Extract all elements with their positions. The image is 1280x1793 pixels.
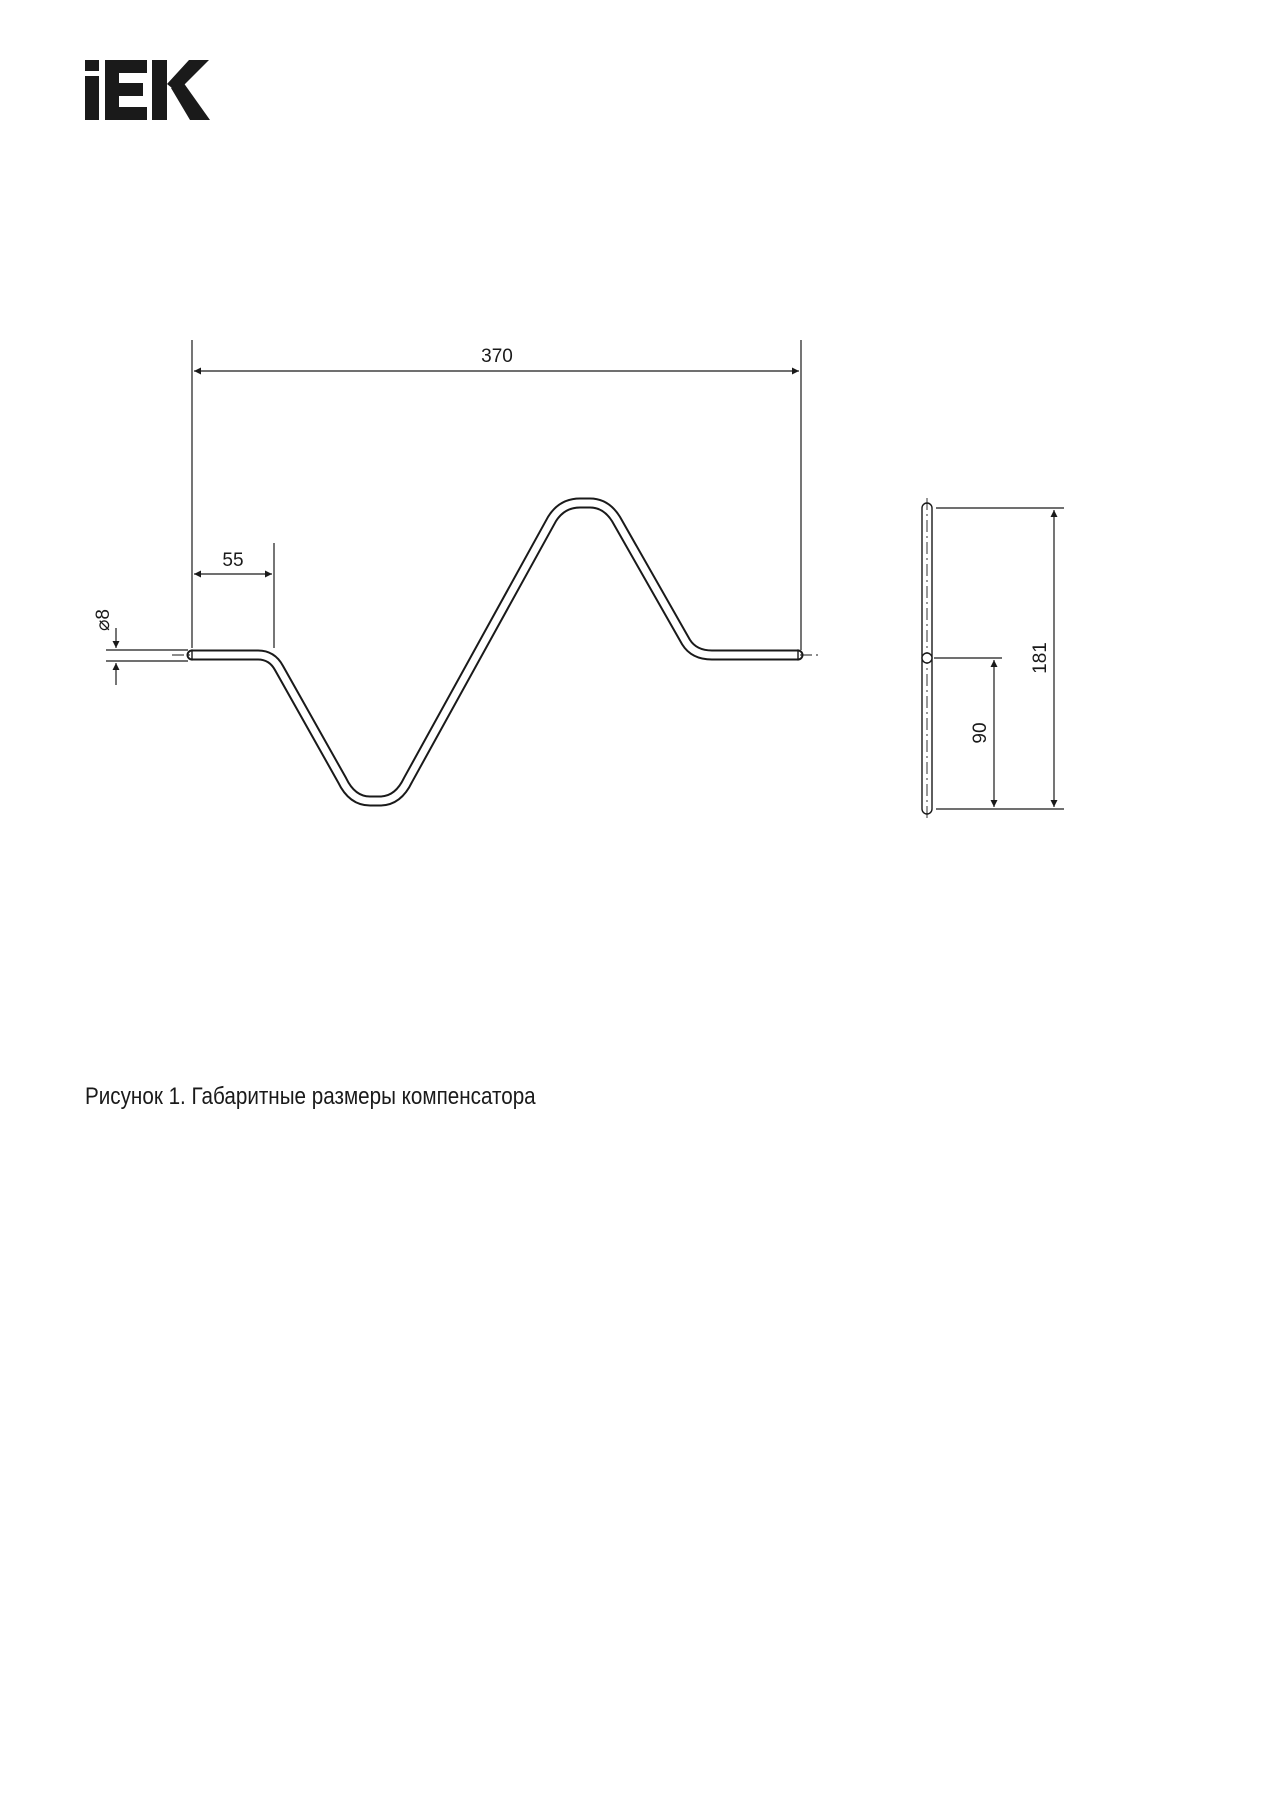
rod-front-view — [192, 503, 798, 801]
rod-inner — [192, 503, 798, 801]
figure-caption: Рисунок 1. Габаритные размеры компенсатора — [85, 1083, 536, 1110]
dimension-370-label: 370 — [481, 346, 513, 367]
dimension-half-height — [934, 658, 1002, 807]
dimension-overall-length — [192, 340, 801, 650]
dimension-diameter-label: ⌀8 — [93, 608, 114, 632]
dimension-rod-diameter — [106, 628, 188, 685]
rod-side-view — [922, 498, 932, 820]
dimension-90-label: 90 — [970, 722, 991, 744]
side-view-centre-circle — [922, 653, 932, 663]
dimension-55-label: 55 — [222, 550, 244, 571]
dimension-181-label: 181 — [1030, 642, 1051, 674]
